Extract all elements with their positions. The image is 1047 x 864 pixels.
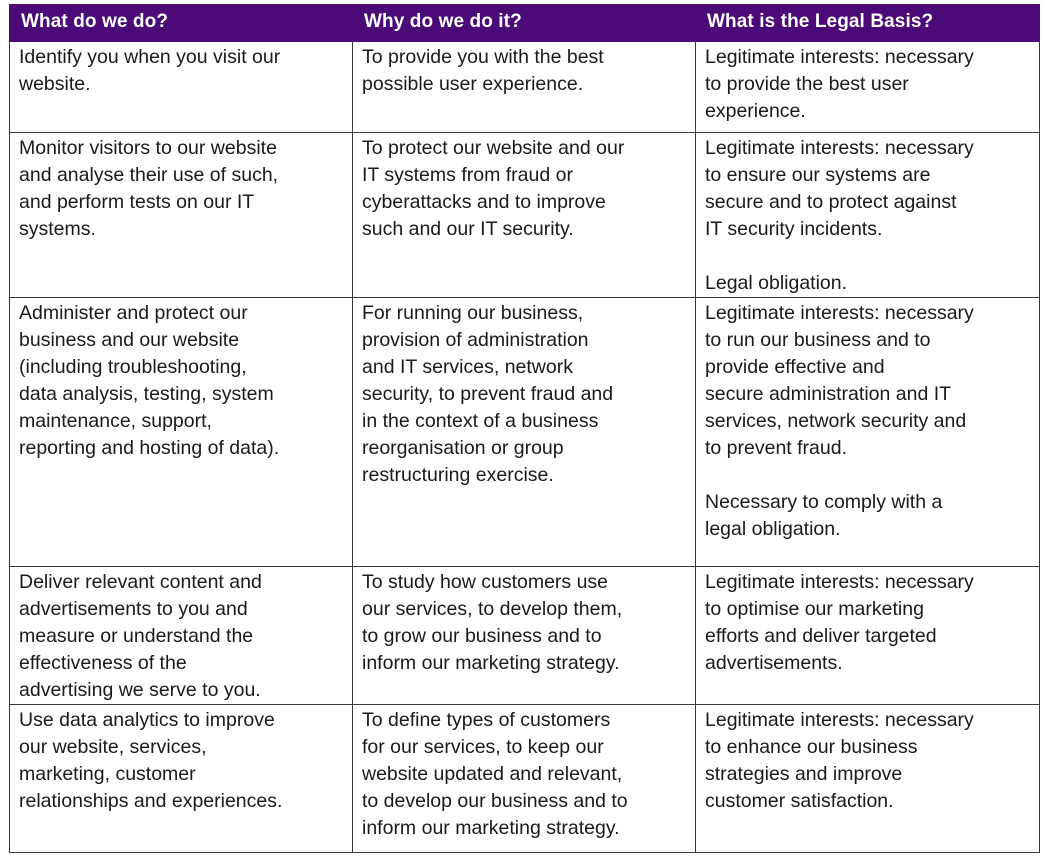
cell-legal-basis (696, 133, 1040, 298)
cell-why (353, 567, 696, 705)
cell-text: Legitimate interests: necessary to ensure our systems are secure and to protect against IT security incidents. (705, 137, 974, 240)
cell-what (10, 298, 353, 567)
cell-why (353, 133, 696, 298)
cell-legal-basis (696, 298, 1040, 567)
table-row (10, 133, 1040, 298)
cell-text: Legitimate interests: necessary to enhance our business strategies and improve customer satisfaction. (705, 709, 974, 812)
table-row (10, 705, 1040, 853)
cell-text: To study how customers use our services, to develop them, to grow our business and to inform our marketing strategy. (362, 571, 623, 674)
table-body (10, 42, 1040, 853)
header-why-we-do-it: Why do we do it? (353, 5, 696, 42)
cell-what (10, 705, 353, 853)
cell-text: To provide you with the best possible user experience. (362, 46, 604, 95)
cell-text: Administer and protect our business and our website (including troubleshooting, data analysis, testing, system maintenance, support, reporting and hosting of data). (19, 302, 280, 459)
cell-why (353, 42, 696, 133)
cell-legal-basis (696, 42, 1040, 133)
cell-text-secondary: Necessary to comply with a legal obligation. (705, 491, 943, 540)
table-row (10, 298, 1040, 567)
cell-text: Monitor visitors to our website and analyse their use of such, and perform tests on our IT systems. (19, 137, 279, 240)
cell-why (353, 298, 696, 567)
cell-what (10, 42, 353, 133)
cell-text: Legitimate interests: necessary to run our business and to provide effective and secure administration and IT services, network security and to prevent fraud. (705, 302, 974, 459)
cell-text: Legitimate interests: necessary to provide the best user experience. (705, 46, 974, 122)
cell-legal-basis (696, 705, 1040, 853)
cell-what (10, 133, 353, 298)
table-row (10, 567, 1040, 705)
cell-text: For running our business, provision of administration and IT services, network security, to prevent fraud and in the context of a business reorganisation or group restructuring exercise. (362, 302, 614, 486)
cell-text: Use data analytics to improve our website, services, marketing, customer relationships and experiences. (19, 709, 283, 812)
table-header (10, 5, 1040, 42)
header-what-we-do: What do we do? (10, 5, 353, 42)
cell-text-secondary: Legal obligation. (705, 272, 848, 294)
header-row (10, 5, 1040, 42)
cell-text: Legitimate interests: necessary to optimise our marketing efforts and deliver targeted advertisements. (705, 571, 974, 674)
legal-basis-table (9, 4, 1040, 853)
cell-why (353, 705, 696, 853)
cell-text: To protect our website and our IT systems from fraud or cyberattacks and to improve such and our IT security. (362, 137, 625, 240)
cell-text: To define types of customers for our services, to keep our website updated and relevant, to develop our business and to inform our marketing strategy. (362, 709, 628, 839)
cell-text: Deliver relevant content and advertisements to you and measure or understand the effectiveness of the advertising we serve to you. (19, 571, 262, 701)
cell-text: Identify you when you visit our website. (19, 46, 281, 95)
cell-legal-basis (696, 567, 1040, 705)
header-legal-basis: What is the Legal Basis? (696, 5, 1040, 42)
table-row (10, 42, 1040, 133)
cell-what (10, 567, 353, 705)
